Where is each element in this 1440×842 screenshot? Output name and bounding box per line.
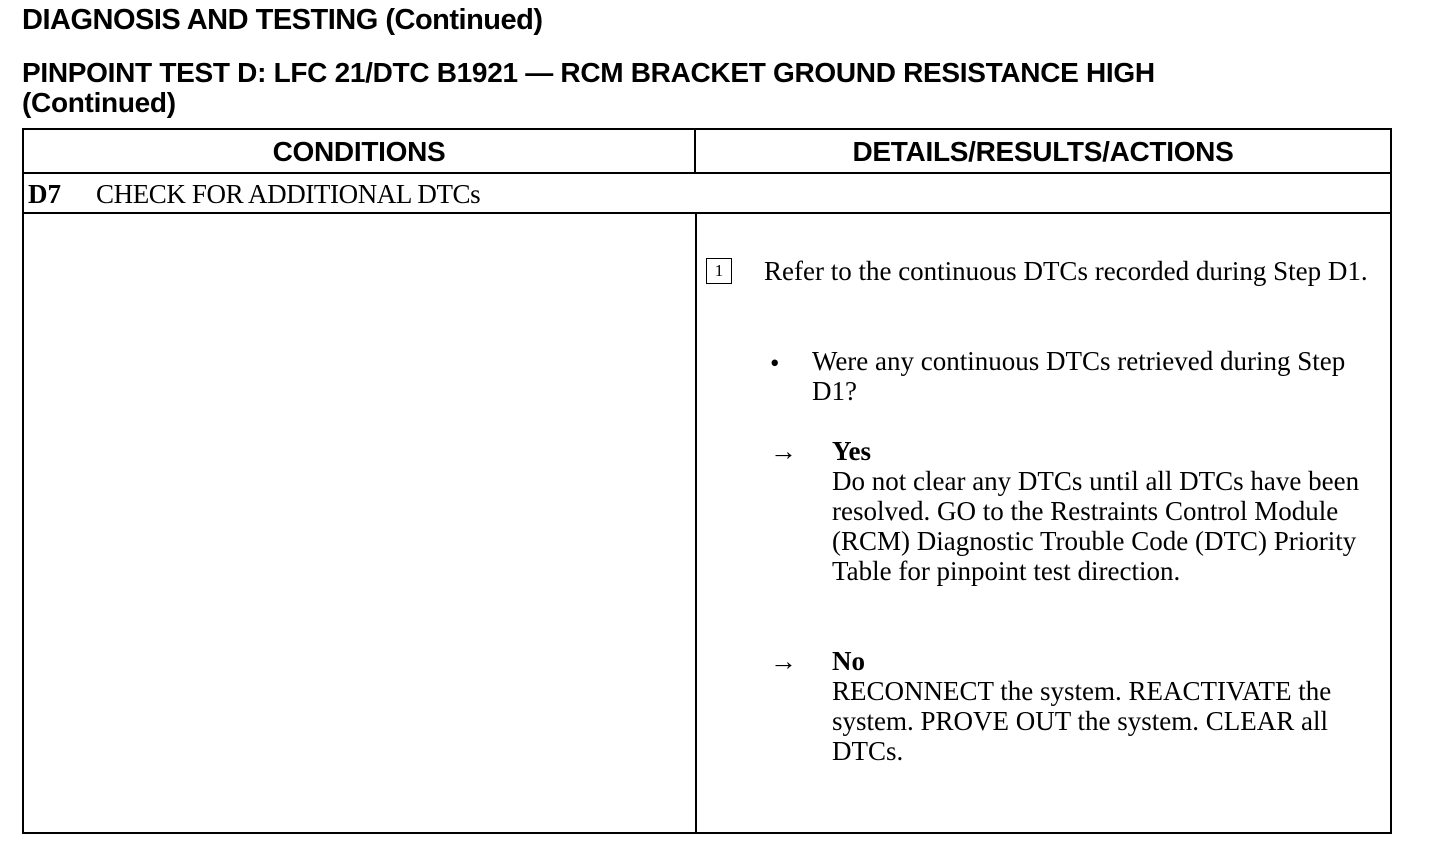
conditions-header: CONDITIONS [272,136,446,167]
pinpoint-test-table [22,128,1392,834]
column-divider [695,214,697,832]
pinpoint-test-title-line1: PINPOINT TEST D: LFC 21/DTC B1921 — RCM BRACKET GROUND RESISTANCE HIGH [22,57,1155,88]
question-text: Were any continuous DTCs retrieved during Step D1? [812,346,1346,406]
step-number-box: 1 [706,258,732,284]
bullet-icon: • [770,348,780,378]
result-no [832,646,1377,766]
result-action: Do not clear any DTCs until all DTCs have been resolved. GO to the Restraints Control Module (RCM) Diagnostic Trouble Code (DTC) Priority Table for pinpoint test direction. [832,466,1360,586]
step-row [24,174,1390,214]
result-yes [832,436,1377,586]
step-id: D7 [28,179,61,209]
instruction-text: Refer to the continuous DTCs recorded during Step D1. [764,256,1368,286]
page-title: DIAGNOSIS AND TESTING (Continued) [22,4,543,36]
result-action: RECONNECT the system. REACTIVATE the system. PROVE OUT the system. CLEAR all DTCs. [832,676,1332,766]
pinpoint-test-title-line2: (Continued) [22,87,176,118]
step-name: CHECK FOR ADDITIONAL DTCs [96,179,481,209]
table-header-row [24,130,1390,174]
pinpoint-test-title [22,58,1402,118]
details-header: DETAILS/RESULTS/ACTIONS [852,136,1234,167]
arrow-right-icon: → [770,436,797,466]
result-label: No [832,646,865,676]
result-label: Yes [832,436,871,466]
arrow-right-icon: → [770,646,797,676]
